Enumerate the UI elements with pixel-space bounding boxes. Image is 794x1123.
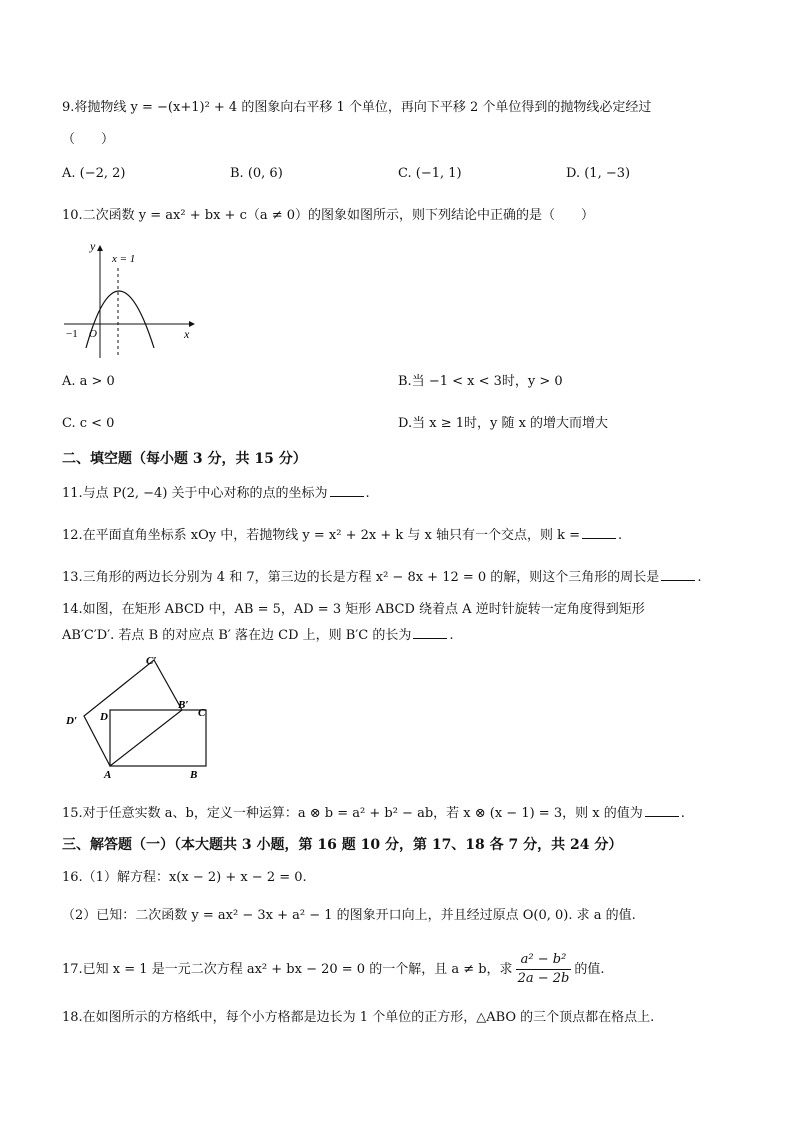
fig-label-b-prime: B′ — [178, 699, 189, 711]
q12-answer-blank[interactable] — [582, 524, 616, 539]
q17-end: 的值. — [574, 962, 605, 977]
rect-abcd — [110, 710, 206, 766]
q16-part2: （2）已知：二次函数 y = ax² − 3x + a² − 1 的图象开口向上，并且经过原点 O(0, 0). 求 a 的值. — [62, 908, 636, 923]
q17-fraction-numerator: a² − b² — [516, 951, 572, 970]
q14-end: . — [449, 628, 454, 643]
q14-text: AB′C′D′. 若点 B 的对应点 B′ 落在边 CD 上，则 B′C 的长为 — [62, 628, 412, 643]
q14-line2 — [62, 624, 454, 646]
q13-text: 13.三角形的两边长分别为 4 和 7，第三边的长是方程 x² − 8x + 12 = 0 的解，则这个三角形的周长是 — [62, 570, 660, 585]
q14-rectangle-figure — [62, 652, 222, 780]
q15-text: 15.对于任意实数 a、b，定义一种运算：a ⊗ b = a² + b² − ab，若 x ⊗ (x − 1) = 3，则 x 的值为 — [62, 806, 643, 821]
q10-option-c: C. c < 0 — [62, 416, 115, 431]
q15-answer-blank[interactable] — [645, 802, 679, 817]
q9-option-a: A. (−2, 2) — [62, 166, 126, 181]
graph-label-origin: O — [89, 328, 97, 340]
q14-answer-blank[interactable] — [413, 624, 447, 639]
section-2-heading: 二、填空题（每小题 3 分，共 15 分） — [62, 451, 307, 467]
fig-label-d-prime: D′ — [66, 715, 78, 727]
q9-option-b: B. (0, 6) — [230, 166, 283, 181]
q11-text: 11.与点 P(2, −4) 关于中心对称的点的坐标为 — [62, 486, 328, 501]
q13-line — [62, 566, 701, 588]
q16-part1: 16.（1）解方程：x(x − 2) + x − 2 = 0. — [62, 870, 307, 885]
q12-text: 12.在平面直角坐标系 xOy 中，若抛物线 y = x² + 2x + k 与 x 轴只有一个交点，则 k = — [62, 528, 581, 543]
q9-text: 9.将抛物线 y = −(x+1)² + 4 的图象向右平移 1 个单位，再向下平移 2 个单位得到的抛物线必定经过 — [62, 100, 652, 115]
q17-fraction-denominator: 2a − 2b — [517, 971, 570, 986]
q11-line — [62, 482, 370, 504]
fig-label-b: B — [190, 769, 198, 780]
q10-parabola-graph — [62, 238, 202, 363]
q13-answer-blank[interactable] — [661, 566, 695, 581]
q17-text: 17.已知 x = 1 是一元二次方程 ax² + bx − 20 = 0 的一个解，且 a ≠ b，求 — [62, 962, 513, 977]
graph-label-y: y — [90, 239, 96, 253]
q10-option-b: B.当 −1 < x < 3时，y > 0 — [398, 374, 563, 389]
graph-label-x: x — [184, 327, 190, 341]
q10-option-d: D.当 x ≥ 1时，y 随 x 的增大而增大 — [398, 416, 609, 431]
q15-end: . — [680, 806, 685, 821]
q18-text: 18.在如图所示的方格纸中，每个小方格都是边长为 1 个单位的正方形，△ABO 的三个顶点都在格点上. — [62, 1010, 655, 1025]
fig-label-c-prime: C′ — [146, 655, 157, 667]
graph-label-minus-one: −1 — [66, 328, 78, 340]
q9-option-d: D. (1, −3) — [566, 166, 631, 181]
q10-text: 10.二次函数 y = ax² + bx + c（a ≠ 0）的图象如图所示，则下列结论中正确的是（ ） — [62, 208, 595, 223]
fig-label-c: C — [198, 707, 206, 719]
q17-line — [62, 948, 604, 992]
q12-end: . — [618, 528, 623, 543]
q15-line — [62, 802, 685, 824]
section-3-heading: 三、解答题（一）（本大题共 3 小题，第 16 题 10 分，第 17、18 各 7 分，共 24 分） — [62, 837, 623, 853]
fig-label-a: A — [104, 769, 112, 780]
rect-ab1c1d1 — [84, 660, 182, 766]
q10-option-a: A. a > 0 — [62, 374, 115, 389]
q13-end: . — [697, 570, 702, 585]
fig-label-d: D — [100, 711, 108, 723]
q11-end: . — [365, 486, 370, 501]
q9-paren: （ ） — [62, 132, 115, 147]
graph-label-axis: x = 1 — [112, 253, 136, 265]
q9-option-c: C. (−1, 1) — [398, 166, 462, 181]
q17-fraction — [516, 951, 572, 988]
q11-answer-blank[interactable] — [330, 482, 364, 497]
q14-line1: 14.如图，在矩形 ABCD 中，AB = 5，AD = 3 矩形 ABCD 绕着点 A 逆时针旋转一定角度得到矩形 — [62, 602, 645, 617]
q12-line — [62, 524, 622, 546]
